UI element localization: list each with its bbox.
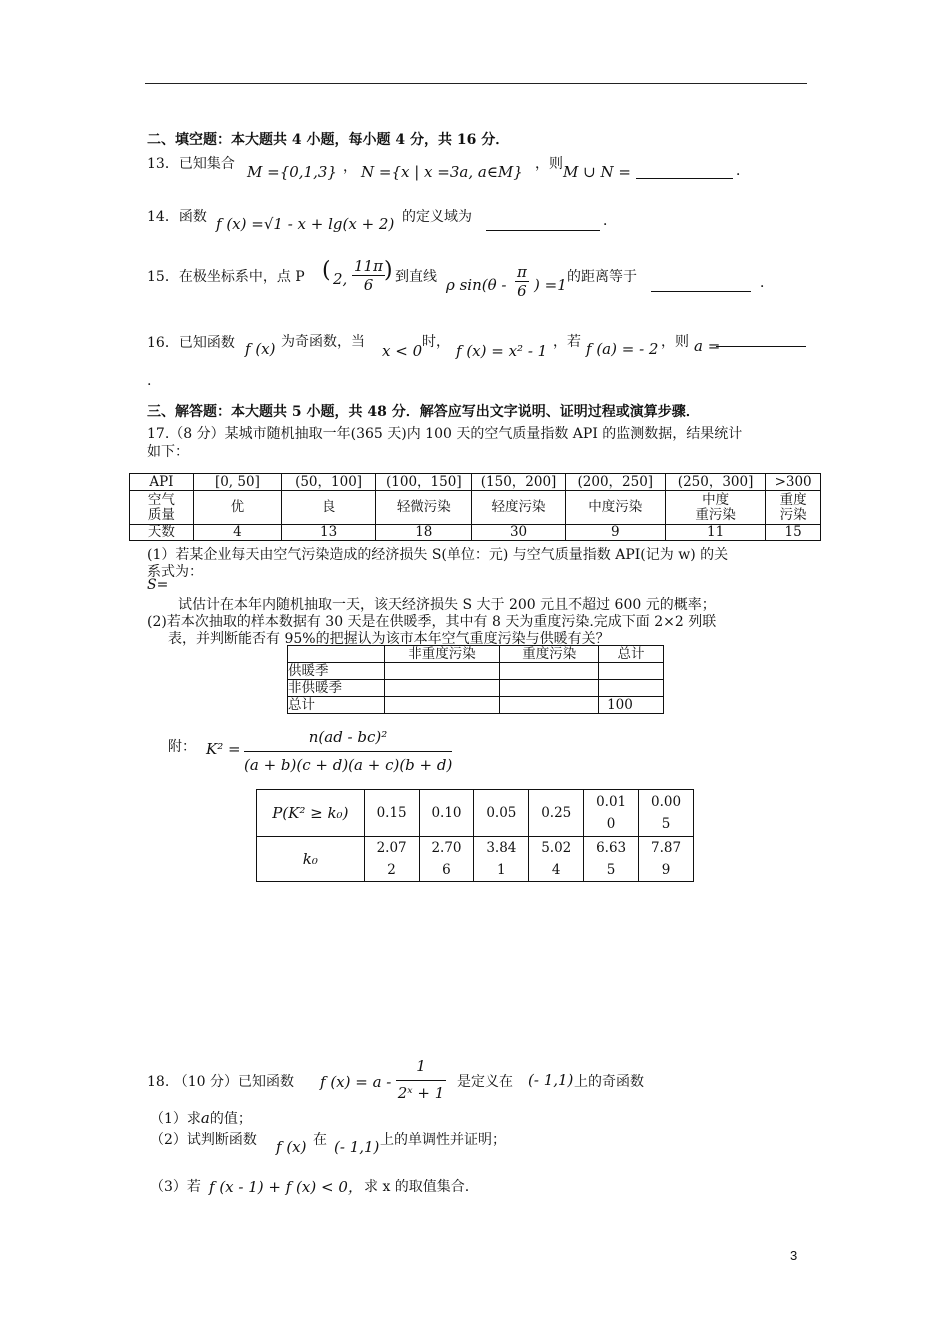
question-14 <box>147 206 207 226</box>
k2-lhs: K² = <box>206 740 241 758</box>
q18-line1-post: 是定义在 <box>457 1074 513 1090</box>
quality-cell: 空气 质量 <box>130 491 194 525</box>
api-cell: (150，200] <box>472 474 565 491</box>
q14-end: ． <box>603 213 617 229</box>
api-table-row-quality <box>130 491 821 525</box>
q15-point-numerator: 11π <box>354 257 383 275</box>
critical-cell: 3.84 1 <box>474 837 529 882</box>
q15-answer-blank <box>651 279 751 292</box>
q18-part1-end: 的值； <box>209 1111 252 1127</box>
critical-cell: 0.15 <box>364 790 419 837</box>
q15-point-fraction <box>352 257 385 294</box>
q14-answer-blank <box>486 218 600 231</box>
quality-cell: 良 <box>281 491 375 525</box>
days-cell: 4 <box>193 525 281 541</box>
critical-cell: k₀ <box>257 837 365 882</box>
contingency-header-cell: 重度污染 <box>500 646 599 663</box>
api-cell: >300 <box>766 474 821 491</box>
q18-function-denominator: 2ˣ + 1 <box>397 1084 445 1102</box>
q16-a-equals: a = <box>694 337 721 355</box>
q16-t4: ，则 <box>661 334 689 350</box>
q16-expression: f (x) = x² - 1 <box>456 342 548 360</box>
q15-line-prefix: ρ sin(θ - <box>446 276 507 294</box>
contingency-cell <box>384 663 500 680</box>
critical-cell: 0.01 0 <box>584 790 639 837</box>
q15-right-paren: ) <box>384 258 393 283</box>
q13-union: M ∪ N = <box>563 163 631 181</box>
q17-part1-line4: 试估计在本年内随机抽取一天，该天经济损失 S 大于 200 元且不超过 600 元的概率； <box>178 597 716 613</box>
critical-probability-row <box>257 790 694 837</box>
q14-number: 14． <box>147 209 179 225</box>
contingency-header-cell: 非重度污染 <box>384 646 500 663</box>
contingency-header-cell <box>288 646 385 663</box>
days-cell: 9 <box>565 525 665 541</box>
quality-cell: 中度 重污染 <box>665 491 765 525</box>
k2-denominator: (a + b)(c + d)(a + c)(b + d) <box>244 756 453 774</box>
q18-part2-fx: f (x) <box>276 1138 307 1156</box>
api-table-row-days <box>130 525 821 541</box>
q15-text: 在极坐标系中，点 P <box>178 269 305 285</box>
api-table <box>129 473 821 541</box>
critical-k0-row <box>257 837 694 882</box>
quality-cell: 重度 污染 <box>766 491 821 525</box>
q16-t3: ，若 <box>553 334 581 350</box>
q15-left-paren: ( <box>322 258 331 283</box>
days-cell: 13 <box>281 525 375 541</box>
contingency-row <box>288 663 664 680</box>
q18-part1-a: a <box>200 1109 210 1127</box>
question-13 <box>147 153 235 173</box>
q18-part3-expression: f (x - 1) + f (x) < 0， <box>209 1178 363 1196</box>
q18-part2-interval: (- 1,1) <box>334 1138 380 1156</box>
q17-part1-line2: 系式为： <box>147 564 203 580</box>
critical-cell: 2.70 6 <box>419 837 474 882</box>
api-cell: (50，100] <box>281 474 375 491</box>
q16-answer-blank <box>716 334 806 347</box>
question-16 <box>147 332 235 352</box>
q17-part1-line3: S= <box>147 577 169 593</box>
api-cell: [0, 50] <box>193 474 281 491</box>
q13-then: ，则 <box>535 156 563 172</box>
q18-function-numerator: 1 <box>416 1057 426 1075</box>
contingency-cell <box>500 697 599 714</box>
contingency-row-label: 非供暖季 <box>288 680 385 697</box>
quality-cell: 轻微污染 <box>376 491 472 525</box>
k2-fraction-bar <box>244 751 452 752</box>
question-15 <box>147 266 305 286</box>
q18-part1 <box>150 1108 252 1128</box>
q13-n-set: N ={x | x =3a, a∈M} <box>361 163 523 181</box>
days-cell: 30 <box>472 525 565 541</box>
contingency-row-label: 供暖季 <box>288 663 385 680</box>
q13-answer-blank <box>636 166 733 179</box>
contingency-header-row <box>288 646 664 663</box>
q15-line-postfix: ) =1 <box>534 276 567 294</box>
q14-tail: 的定义域为 <box>402 209 472 225</box>
q14-text: 函数 <box>178 209 207 225</box>
q17-intro-line1: 17.（8 分）某城市随机抽取一年(365 天)内 100 天的空气质量指数 API 的监测数据，结果统计 <box>147 426 743 442</box>
contingency-row <box>288 680 664 697</box>
top-rule <box>145 83 807 84</box>
api-cell: API <box>130 474 194 491</box>
q15-mid: 到直线 <box>395 269 437 285</box>
q16-fa: f (a) = - 2 <box>586 340 659 358</box>
q13-m-set: M ={0,1,3} <box>247 163 337 181</box>
contingency-row <box>288 697 664 714</box>
critical-cell: 0.10 <box>419 790 474 837</box>
api-cell: (100，150] <box>376 474 472 491</box>
contingency-cell <box>599 680 664 697</box>
q18-part3-text: （3）若 <box>150 1179 201 1195</box>
section2-heading: 二、填空题：本大题共 4 小题，每小题 4 分，共 16 分． <box>147 132 510 148</box>
q14-function: f (x) =√1 - x + lg(x + 2) <box>216 215 395 233</box>
q15-end: ． <box>760 275 774 291</box>
q13-number: 13． <box>147 156 179 172</box>
contingency-cell <box>384 680 500 697</box>
q17-part2-line2: 表，并判断能否有 95%的把握认为该市本年空气重度污染与供暖有关？ <box>168 631 610 647</box>
q18-part2-end: 上的单调性并证明； <box>380 1132 506 1148</box>
contingency-cell: 100 <box>599 697 664 714</box>
q13-sep: ， <box>343 159 357 175</box>
q15-line-numerator: π <box>517 263 527 281</box>
q18-function-lhs: f (x) = a - <box>320 1073 392 1091</box>
critical-cell: 0.05 <box>474 790 529 837</box>
quality-cell: 中度污染 <box>565 491 665 525</box>
contingency-cell <box>384 697 500 714</box>
q18-part2-in: 在 <box>313 1132 327 1148</box>
q18-interval: (- 1,1) <box>528 1071 574 1089</box>
q13-text: 已知集合 <box>178 156 235 172</box>
contingency-header-cell: 总计 <box>599 646 664 663</box>
q15-number: 15． <box>147 269 179 285</box>
contingency-table <box>287 645 664 714</box>
q15-point-denominator: 6 <box>363 276 374 294</box>
q13-end: ． <box>736 163 750 179</box>
q16-condition: x < 0 <box>382 342 423 360</box>
contingency-cell <box>500 680 599 697</box>
critical-cell: P(K² ≥ k₀) <box>257 790 365 837</box>
q18-line1-end: 上的奇函数 <box>574 1074 644 1090</box>
quality-cell: 优 <box>193 491 281 525</box>
attachment-label: 附： <box>168 739 196 755</box>
q15-point-a: 2, <box>333 270 348 288</box>
days-cell: 天数 <box>130 525 194 541</box>
q16-t1: 为奇函数，当 <box>281 334 365 350</box>
critical-cell: 6.63 5 <box>584 837 639 882</box>
q17-part2-line1: (2)若本次抽取的样本数据有 30 天是在供暖季，其中有 8 天为重度污染.完成下面 2×2 列联 <box>147 614 717 630</box>
quality-cell: 轻度污染 <box>472 491 565 525</box>
q17-intro-line2: 如下： <box>147 444 189 460</box>
api-cell: (200，250] <box>565 474 665 491</box>
q15-tail: 的距离等于 <box>567 269 637 285</box>
critical-cell: 5.02 4 <box>529 837 584 882</box>
q18-line1-prefix: 18. （10 分）已知函数 <box>147 1074 294 1090</box>
q18-part3-end: 求 x 的取值集合. <box>364 1179 470 1195</box>
critical-cell: 0.00 5 <box>639 790 694 837</box>
q15-line-fraction <box>515 263 529 300</box>
days-cell: 15 <box>766 525 821 541</box>
q18-part1-text: （1）求 <box>150 1111 201 1127</box>
q17-part1-line1: (1）若某企业每天由空气污染造成的经济损失 S(单位：元) 与空气质量指数 API(记为 w) 的关 <box>147 547 729 563</box>
critical-value-table <box>256 789 694 882</box>
q16-t2: 时， <box>422 334 450 350</box>
q18-fraction-bar <box>396 1080 446 1081</box>
q16-fx: f (x) <box>245 340 276 358</box>
k2-numerator: n(ad - bc)² <box>308 728 388 746</box>
critical-cell: 0.25 <box>529 790 584 837</box>
section3-heading: 三、解答题：本大题共 5 小题，共 48 分．解答应写出文字说明、证明过程或演算步骤． <box>147 404 700 420</box>
page-number: 3 <box>790 1248 798 1263</box>
contingency-cell <box>500 663 599 680</box>
api-table-row-api <box>130 474 821 491</box>
days-cell: 11 <box>665 525 765 541</box>
api-cell: (250，300] <box>665 474 765 491</box>
critical-cell: 2.07 2 <box>364 837 419 882</box>
q16-dot: . <box>147 373 152 389</box>
q15-line-denominator: 6 <box>517 282 527 300</box>
contingency-cell <box>599 663 664 680</box>
days-cell: 18 <box>376 525 472 541</box>
q16-number: 16． <box>147 335 179 351</box>
critical-cell: 7.87 9 <box>639 837 694 882</box>
q18-part2-text: （2）试判断函数 <box>150 1132 257 1148</box>
q16-text: 已知函数 <box>178 335 235 351</box>
contingency-row-label: 总计 <box>288 697 385 714</box>
